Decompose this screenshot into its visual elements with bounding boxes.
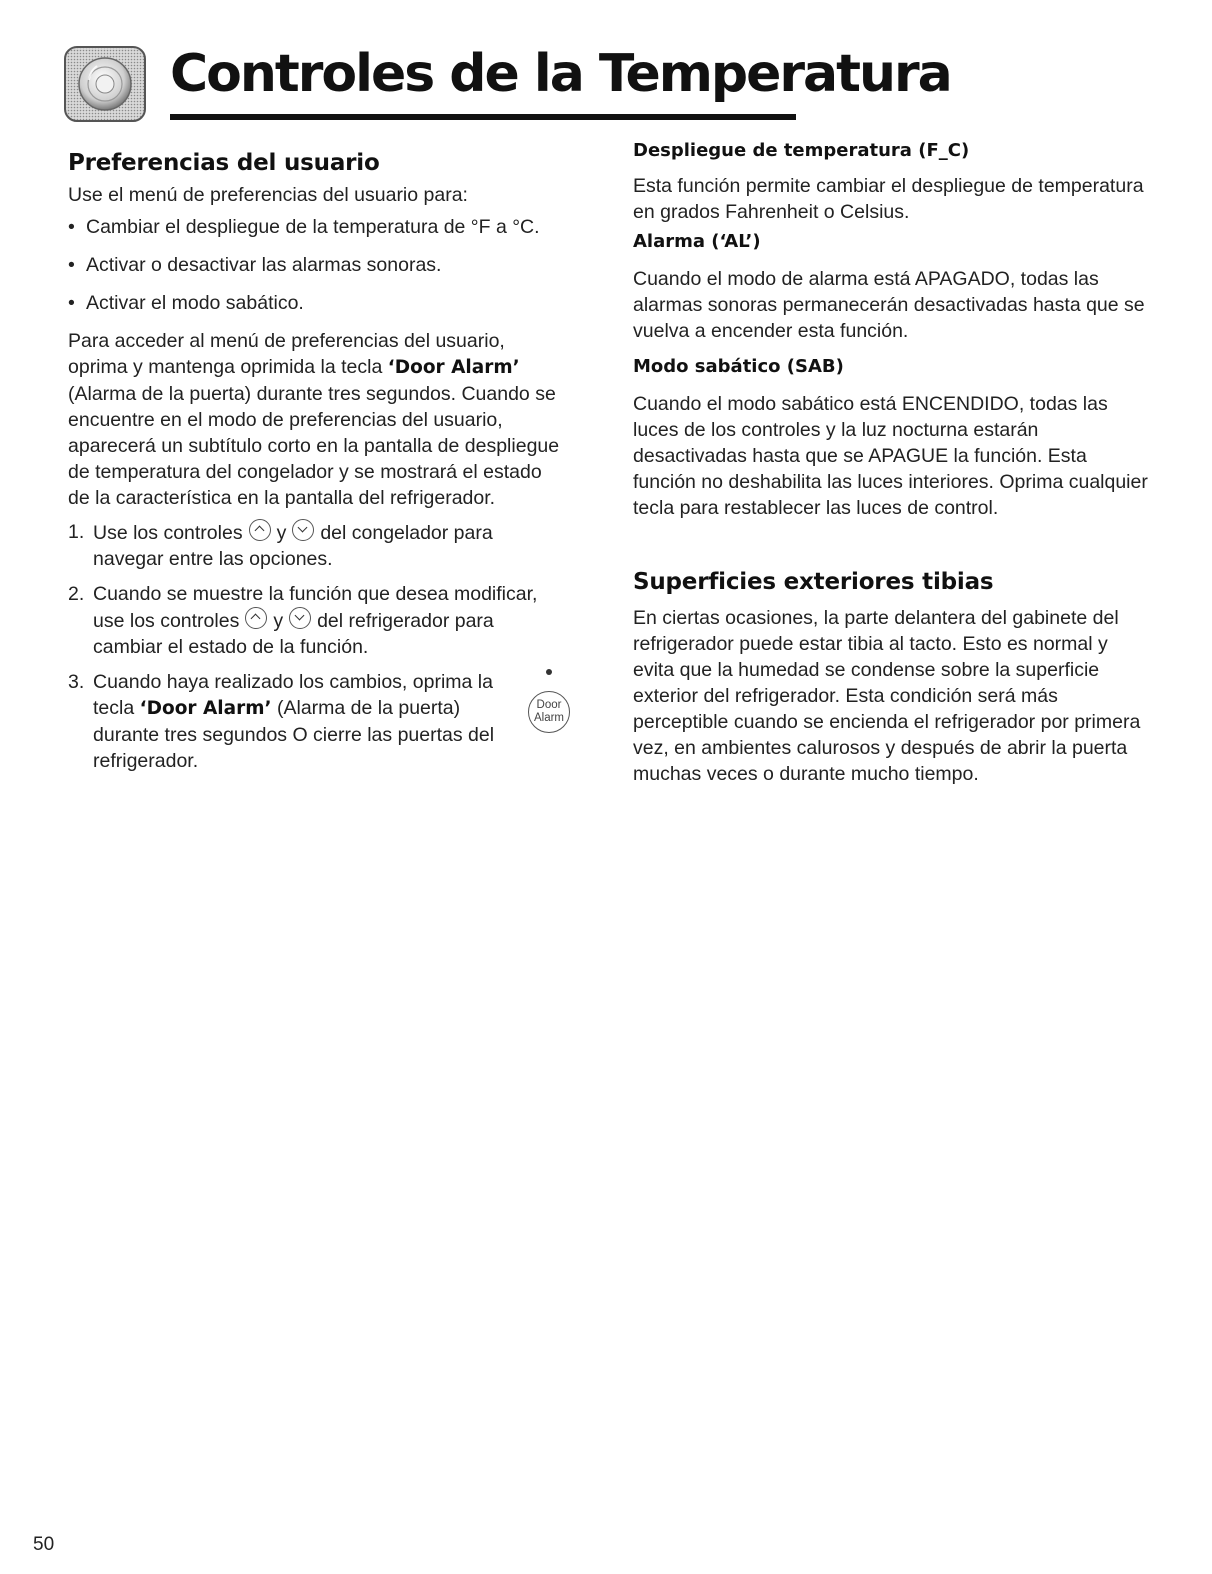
step-number: 1. (68, 521, 85, 543)
alarm-heading: Alarma (‘AL’) (633, 231, 761, 252)
page-header (62, 40, 951, 126)
step-text: Use los controles (93, 522, 243, 544)
door-alarm-circle (528, 691, 570, 733)
list-item: • Activar el modo sabático. (68, 290, 568, 316)
warm-surfaces-text: En ciertas ocasiones, la parte delantera del gabinete del refrigerador puede estar tibia al tacto. Esto es normal y evita que la humedad se condense sobre la superficie exterior del refrigerador. Esta condición será más perceptible cuando se encienda el refrigerador por primera vez, en ambientes calurosos y después de abrir la puerta muchas veces o durante mucho tiempo. (633, 607, 1141, 785)
temperature-dial-icon (64, 46, 146, 122)
alarm-label: Alarm (533, 712, 565, 724)
steps-list (68, 519, 568, 774)
access-text-pre: Para acceder al menú de preferencias del usuario, oprima y mantenga oprimida la tecla (68, 330, 505, 378)
warm-surfaces-heading: Superficies exteriores tibias (633, 569, 994, 595)
step-text: (Alarma de la puerta) durante tres segundos O cierre las puertas del refrigerador. (93, 697, 495, 772)
list-item: • Cambiar el despliegue de la temperatura de °F a °C. (68, 214, 568, 240)
door-alarm-key-label: ‘Door Alarm’ (387, 357, 520, 378)
right-column (633, 140, 1153, 787)
door-alarm-key-label: ‘Door Alarm’ (139, 698, 272, 719)
step-3 (68, 669, 568, 774)
step-text: del congelador para navegar entre las opciones. (93, 522, 493, 570)
step-text: Cuando se muestre la función que desea modificar, use los controles (93, 583, 538, 632)
up-arrow-icon (249, 519, 271, 541)
preferences-list (68, 214, 568, 316)
sabbath-mode-text: Cuando el modo sabático está ENCENDIDO, todas las luces de los controles y la luz nocturna estarán desactivadas hasta que se APAGUE la función. Esta función no deshabilita las luces interiores. Oprima cualquier tecla para restablecer las luces de control. (633, 393, 1148, 519)
alarm-text: Cuando el modo de alarma está APAGADO, todas las alarmas sonoras permanecerán desactivadas hasta que se vuelva a encender esta función. (633, 268, 1145, 342)
intro-text: Use el menú de preferencias del usuario para: (68, 184, 468, 206)
list-item: • Activar o desactivar las alarmas sonoras. (68, 252, 568, 278)
step-1 (68, 519, 568, 572)
title-underline (170, 114, 796, 120)
sabbath-mode-heading: Modo sabático (SAB) (633, 356, 844, 377)
step-text: del refrigerador para cambiar el estado de la función. (93, 610, 494, 658)
access-text-post: (Alarma de la puerta) durante tres segundos. Cuando se encuentre en el modo de preferencias del usuario, aparecerá un subtítulo corto en la pantalla de despliegue de temperatura del congelador y se mostrará el estado de la característica en la pantalla del refrigerador. (68, 383, 560, 509)
page-number: 50 (33, 1534, 55, 1555)
step-text: y (276, 522, 287, 544)
indicator-dot-icon (546, 669, 552, 675)
step-text: y (273, 610, 284, 632)
step-number: 3. (68, 671, 85, 693)
access-instructions (68, 328, 568, 511)
temperature-display-heading: Despliegue de temperatura (F_C) (633, 140, 970, 161)
step-text: Cuando haya realizado los cambios, oprima la tecla (93, 671, 493, 719)
step-2 (68, 581, 568, 660)
door-label: Door (536, 699, 562, 711)
down-arrow-icon (292, 519, 314, 541)
temperature-display-text: Esta función permite cambiar el despliegue de temperatura en grados Fahrenheit o Celsius. (633, 175, 1144, 223)
down-arrow-icon (289, 607, 311, 629)
user-preferences-heading: Preferencias del usuario (68, 150, 380, 176)
up-arrow-icon (245, 607, 267, 629)
left-column (68, 140, 568, 783)
page-title: Controles de la Temperatura (170, 44, 951, 104)
door-alarm-button-icon (526, 669, 572, 749)
step-number: 2. (68, 583, 85, 605)
